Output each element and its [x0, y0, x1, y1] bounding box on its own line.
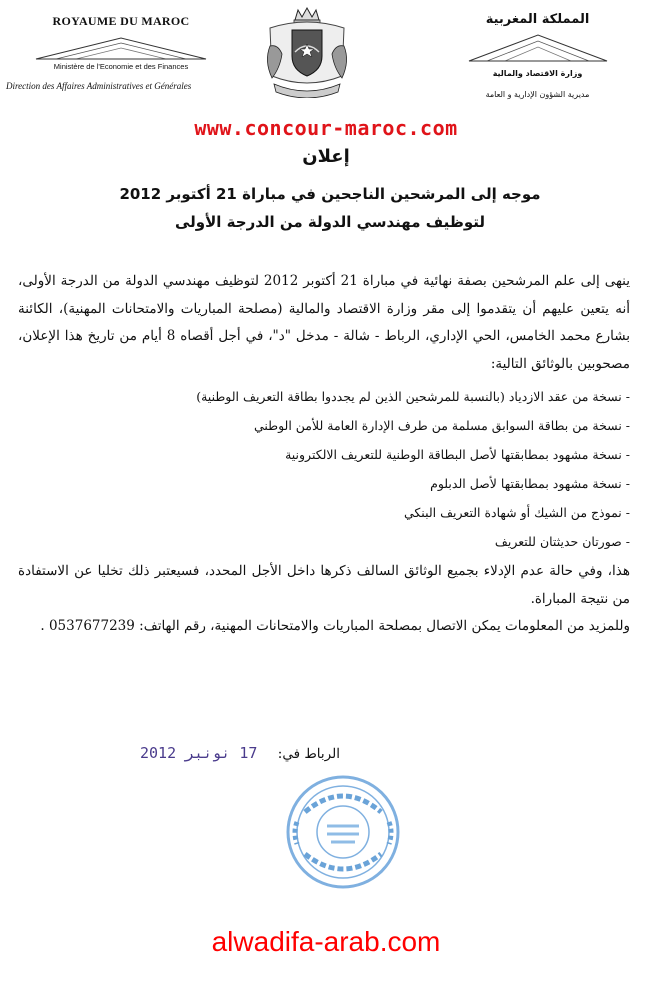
- ministry-logo-left: [26, 35, 216, 65]
- kingdom-title-fr: ROYAUME DU MAROC: [52, 14, 190, 28]
- ministry-name-ar: وزارة الاقتصاد والمالية: [492, 69, 583, 78]
- announcement-heading: إعلان: [302, 146, 350, 167]
- warning-paragraph: هذا، وفي حالة عدم الإدلاء بجميع الوثائق السالف ذكرها داخل الأجل المحدد، فسيعتبر ذلك تخليا عن الاستفادة من نتيجة المباراة.: [18, 563, 630, 607]
- announcement-body: [18, 268, 630, 641]
- date-stamp: 17 نونبر 2012: [140, 744, 258, 762]
- document-item: - نسخة مشهود بمطابقتها لأصل الدبلوم: [18, 469, 630, 498]
- contact-paragraph: وللمزيد من المعلومات يمكن الاتصال بمصلحة المباريات والامتحانات المهنية، رقم الهاتف: 0537677239 .: [40, 618, 630, 634]
- document-item: - نسخة مشهود بمطابقتها لأصل البطاقة الوطنية للتعريف الالكترونية: [18, 440, 630, 469]
- ministry-logo-right: [463, 31, 613, 69]
- subtitle-line-1: موجه إلى المرشحين الناجحين في مباراة 21 أكتوبر 2012: [119, 185, 541, 203]
- kingdom-title-ar: المملكة المغربية: [485, 12, 590, 27]
- document-item: - نسخة من بطاقة السوابق مسلمة من طرف الإدارة العامة للأمن الوطني: [18, 411, 630, 440]
- direction-name-ar: مديرية الشؤون الإدارية و العامة: [485, 90, 590, 99]
- document-item: - صورتان حديثتان للتعريف: [18, 527, 630, 556]
- document-item: - نسخة من عقد الازدياد (بالنسبة للمرشحين الذين لم يجددوا بطاقة التعريف الوطنية): [18, 382, 630, 411]
- subtitle-line-2: لتوظيف مهندسي الدولة من الدرجة الأولى: [175, 213, 485, 231]
- official-seal-stamp: [283, 772, 403, 892]
- coat-of-arms-emblem: [262, 6, 352, 98]
- required-documents-list: [18, 382, 630, 556]
- watermark-url-bottom: alwadifa-arab.com: [211, 926, 441, 957]
- watermark-url-top: www.concour-maroc.com: [194, 116, 458, 140]
- city-date-line: [140, 742, 340, 772]
- letterhead-right: [440, 12, 635, 99]
- direction-name-fr: Direction des Affaires Administratives et Générales: [6, 81, 192, 91]
- city-label: الرباط في:: [277, 746, 340, 762]
- letterhead-left: [6, 14, 236, 91]
- ministry-name-fr: Ministère de l'Economie et des Finances: [53, 62, 189, 71]
- announcement-subtitle: [40, 180, 620, 236]
- intro-paragraph: ينهى إلى علم المرشحين بصفة نهائية في مباراة 21 أكتوبر 2012 لتوظيف مهندسي الدولة من الدرجة الأولى، أنه يتعين عليهم أن يتقدموا إلى مقر وزارة الاقتصاد والمالية (مصلحة المباريات والامتحانات المهنية)، الكائنة بشارع محمد الخامس، الحي الإداري، الرباط - شالة - مدخل "د"، في أجل أقصاه 8 أيام من تاريخ هذا الإعلان، مصحوبين بالوثائق التالية:: [18, 273, 631, 372]
- document-item: - نموذج من الشيك أو شهادة التعريف البنكي: [18, 498, 630, 527]
